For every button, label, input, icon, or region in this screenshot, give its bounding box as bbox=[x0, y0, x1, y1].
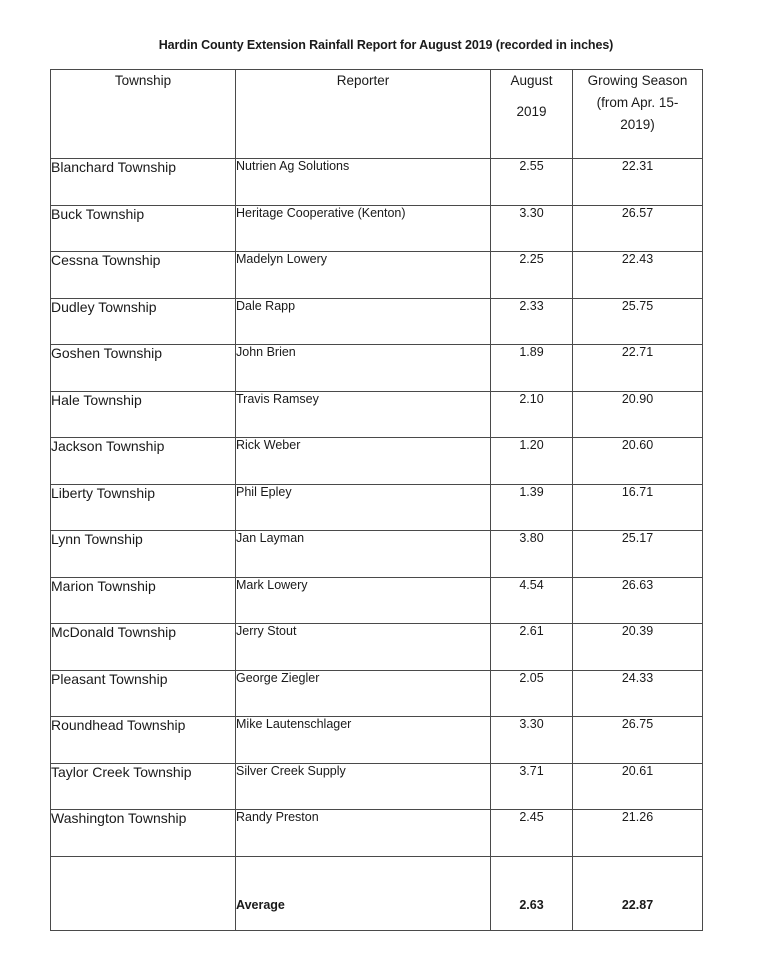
table-header-row bbox=[51, 70, 703, 159]
table-row bbox=[51, 531, 703, 578]
august-cell: 3.71 bbox=[491, 763, 573, 810]
reporter-cell: Silver Creek Supply bbox=[236, 763, 491, 810]
table-row bbox=[51, 670, 703, 717]
township-cell: Marion Township bbox=[51, 577, 236, 624]
table-row bbox=[51, 345, 703, 392]
season-cell: 22.71 bbox=[573, 345, 703, 392]
reporter-cell: Phil Epley bbox=[236, 484, 491, 531]
august-cell: 2.55 bbox=[491, 159, 573, 206]
report-title: Hardin County Extension Rainfall Report for August 2019 (recorded in inches) bbox=[158, 38, 614, 52]
township-cell: McDonald Township bbox=[51, 624, 236, 671]
august-cell: 2.61 bbox=[491, 624, 573, 671]
season-cell: 24.33 bbox=[573, 670, 703, 717]
township-cell: Lynn Township bbox=[51, 531, 236, 578]
season-cell: 25.75 bbox=[573, 298, 703, 345]
season-cell: 20.39 bbox=[573, 624, 703, 671]
season-cell: 20.60 bbox=[573, 438, 703, 485]
table-row bbox=[51, 438, 703, 485]
township-cell: Goshen Township bbox=[51, 345, 236, 392]
average-season: 22.87 bbox=[573, 856, 703, 930]
township-cell: Buck Township bbox=[51, 205, 236, 252]
average-label: Average bbox=[236, 856, 491, 930]
table-row bbox=[51, 205, 703, 252]
reporter-cell: Travis Ramsey bbox=[236, 391, 491, 438]
table-row bbox=[51, 810, 703, 857]
header-township: Township bbox=[51, 70, 236, 159]
township-cell: Hale Township bbox=[51, 391, 236, 438]
august-cell: 1.39 bbox=[491, 484, 573, 531]
reporter-cell: Jan Layman bbox=[236, 531, 491, 578]
season-cell: 26.75 bbox=[573, 717, 703, 764]
reporter-cell: Dale Rapp bbox=[236, 298, 491, 345]
township-cell: Roundhead Township bbox=[51, 717, 236, 764]
season-cell: 20.90 bbox=[573, 391, 703, 438]
township-cell: Pleasant Township bbox=[51, 670, 236, 717]
rainfall-table bbox=[50, 69, 703, 931]
table-row bbox=[51, 159, 703, 206]
header-reporter: Reporter bbox=[236, 70, 491, 159]
table-row bbox=[51, 577, 703, 624]
season-cell: 22.43 bbox=[573, 252, 703, 299]
august-cell: 2.33 bbox=[491, 298, 573, 345]
township-cell: Dudley Township bbox=[51, 298, 236, 345]
township-cell: Washington Township bbox=[51, 810, 236, 857]
reporter-cell: Madelyn Lowery bbox=[236, 252, 491, 299]
august-cell: 4.54 bbox=[491, 577, 573, 624]
season-cell: 26.57 bbox=[573, 205, 703, 252]
table-row bbox=[51, 763, 703, 810]
season-cell: 22.31 bbox=[573, 159, 703, 206]
average-empty-cell bbox=[51, 856, 236, 930]
august-cell: 1.20 bbox=[491, 438, 573, 485]
season-cell: 21.26 bbox=[573, 810, 703, 857]
reporter-cell: Rick Weber bbox=[236, 438, 491, 485]
header-august: August 2019 bbox=[491, 70, 573, 159]
table-row bbox=[51, 624, 703, 671]
august-cell: 2.25 bbox=[491, 252, 573, 299]
reporter-cell: Nutrien Ag Solutions bbox=[236, 159, 491, 206]
august-cell: 3.80 bbox=[491, 531, 573, 578]
table-row bbox=[51, 391, 703, 438]
reporter-cell: Jerry Stout bbox=[236, 624, 491, 671]
township-cell: Cessna Township bbox=[51, 252, 236, 299]
reporter-cell: Heritage Cooperative (Kenton) bbox=[236, 205, 491, 252]
township-cell: Taylor Creek Township bbox=[51, 763, 236, 810]
reporter-cell: Mark Lowery bbox=[236, 577, 491, 624]
august-cell: 2.10 bbox=[491, 391, 573, 438]
average-row bbox=[51, 856, 703, 930]
august-cell: 3.30 bbox=[491, 205, 573, 252]
header-growing-season: Growing Season (from Apr. 15- 2019) bbox=[573, 70, 703, 159]
august-cell: 2.45 bbox=[491, 810, 573, 857]
reporter-cell: Mike Lautenschlager bbox=[236, 717, 491, 764]
average-august: 2.63 bbox=[491, 856, 573, 930]
reporter-cell: George Ziegler bbox=[236, 670, 491, 717]
august-cell: 2.05 bbox=[491, 670, 573, 717]
table-row bbox=[51, 484, 703, 531]
township-cell: Liberty Township bbox=[51, 484, 236, 531]
reporter-cell: Randy Preston bbox=[236, 810, 491, 857]
season-cell: 20.61 bbox=[573, 763, 703, 810]
table-row bbox=[51, 298, 703, 345]
august-cell: 3.30 bbox=[491, 717, 573, 764]
season-cell: 16.71 bbox=[573, 484, 703, 531]
season-cell: 25.17 bbox=[573, 531, 703, 578]
table-row bbox=[51, 717, 703, 764]
reporter-cell: John Brien bbox=[236, 345, 491, 392]
season-cell: 26.63 bbox=[573, 577, 703, 624]
township-cell: Jackson Township bbox=[51, 438, 236, 485]
township-cell: Blanchard Township bbox=[51, 159, 236, 206]
table-row bbox=[51, 252, 703, 299]
august-cell: 1.89 bbox=[491, 345, 573, 392]
